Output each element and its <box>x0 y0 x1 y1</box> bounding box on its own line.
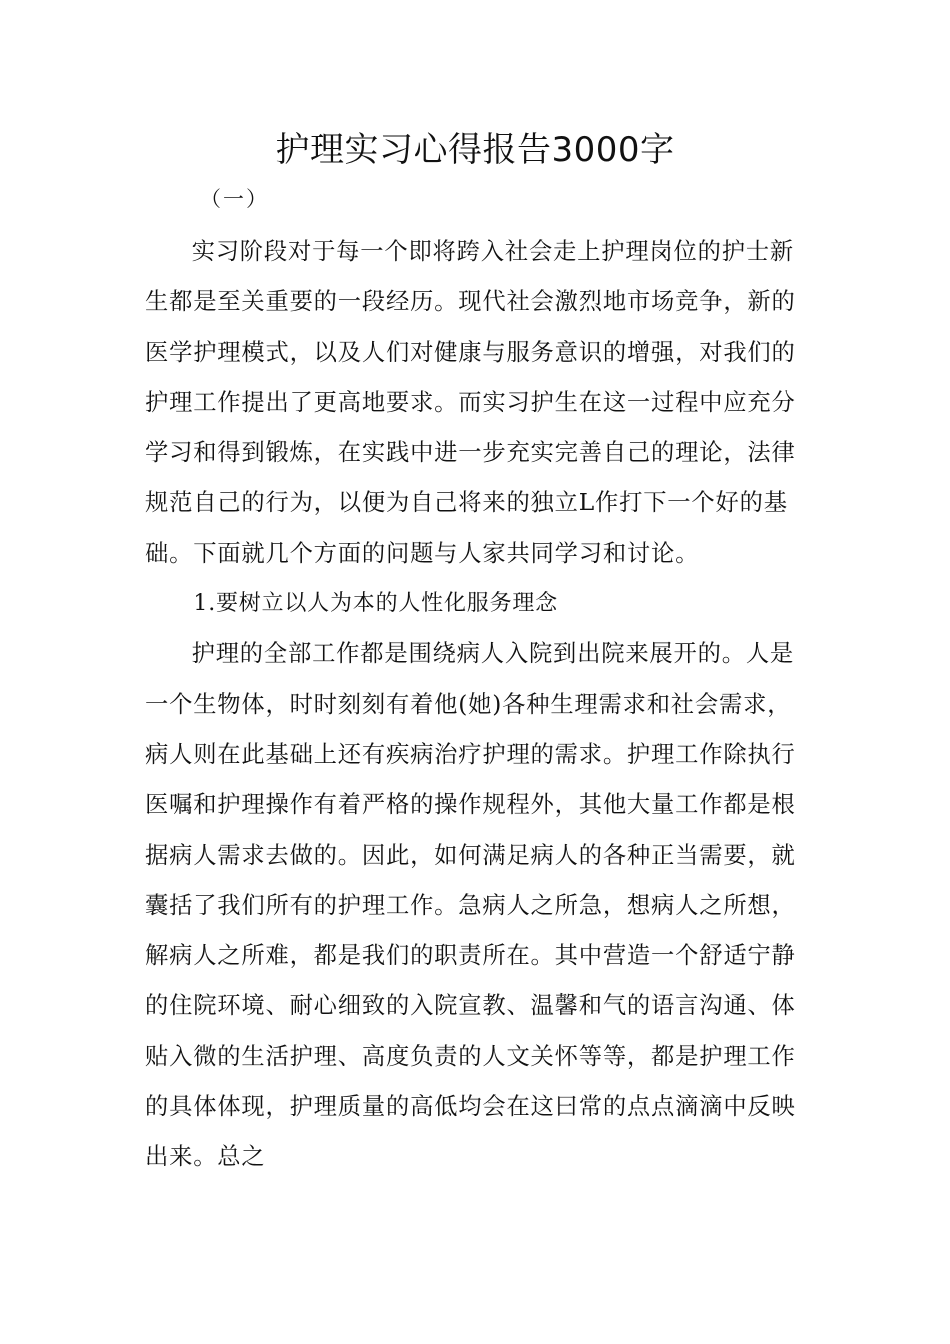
document-body <box>145 227 807 1183</box>
section-heading: 1.要树立以人为本的人性化服务理念 <box>193 591 558 617</box>
paragraph-intro: 实习阶段对于每一个即将跨入社会走上护理岗位的护士新生都是至关重要的一段经历。现代社会激烈地市场竞争，新的医学护理模式，以及人们对健康与服务意识的增强，对我们的护理工作提出了更高地要求。而实习护生在这一过程中应充分学习和得到锻炼，在实践中进一步充实完善自己的理论，法律规范自己的行为，以便为自己将来的独立L作打下一个好的基础。下面就几个方面的问题与人家共同学习和讨论。 <box>145 238 796 567</box>
section-label: （一） <box>200 187 269 211</box>
paragraph-nursing-work: 护理的全部工作都是围绕病人入院到出院来展开的。人是一个生物体，时时刻刻有着他(她)各种生理需求和社会需求，病人则在此基础上还有疾病治疗护理的需求。护理工作除执行医嘱和护理操作有着严格的操作规程外，其他大量工作都是根据病人需求去做的。因此，如何满足病人的各种正当需要，就囊括了我们所有的护理工作。急病人之所急，想病人之所想，解病人之所难，都是我们的职责所在。其中营造一个舒适宁静的住院环境、耐心细致的入院宣教、温馨和气的语言沟通、体贴入微的生活护理、高度负责的人文关怀等等，都是护理工作的具体体现，护理质量的高低均会在这曰常的点点滴滴中反映出来。总之 <box>145 640 796 1171</box>
document-title: 护理实习心得报告3000字 <box>275 130 675 170</box>
